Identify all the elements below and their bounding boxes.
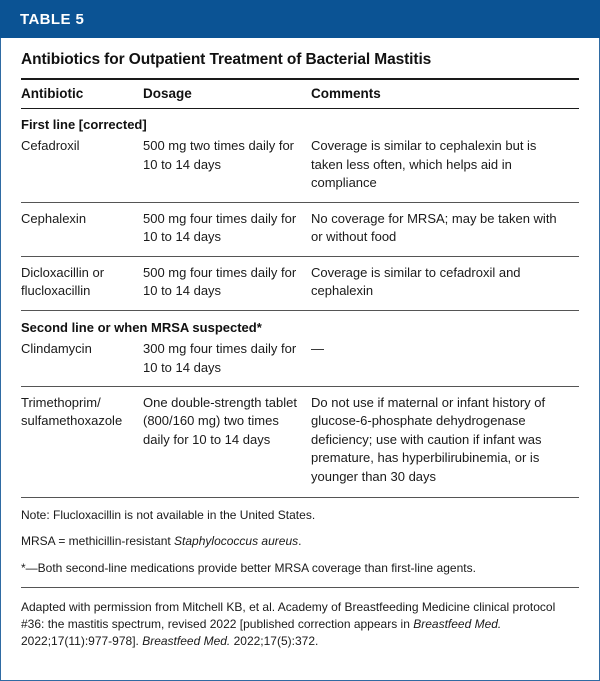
table-notes: [21, 497, 579, 576]
cell-comments: Coverage is similar to cephalexin but is taken less often, which helps aid in compliance: [311, 138, 537, 191]
note-flucloxacillin: Note: Flucloxacillin is not available in the United States.: [21, 508, 316, 523]
cell-dosage: 500 mg four times daily for 10 to 14 days: [143, 210, 297, 245]
note-mrsa-abbreviation: [21, 533, 579, 549]
section-header-row: [21, 311, 579, 338]
table-row: [21, 135, 579, 202]
cell-antibiotic: Trimethoprim/ sulfamethoxazole: [21, 394, 123, 429]
citation-part-3: 2022;17(5):372.: [230, 633, 319, 648]
column-header-dosage: Dosage: [143, 86, 192, 101]
cell-antibiotic: Clindamycin: [21, 341, 92, 357]
header-row: [21, 80, 579, 109]
table-row: [21, 203, 579, 256]
note-asterisk-footnote: *—Both second-line medications provide better MRSA coverage than first-line agents.: [21, 560, 476, 575]
citation-part-2: 2022;17(11):977-978].: [21, 633, 143, 648]
table-body: [0, 38, 600, 681]
cell-dosage: One double-strength tablet (800/160 mg) two times daily for 10 to 14 days: [143, 394, 297, 447]
table-row: [21, 387, 579, 495]
source-rule: [21, 587, 579, 588]
table-title: Antibiotics for Outpatient Treatment of Bacterial Mastitis: [21, 51, 432, 68]
cell-antibiotic: Cephalexin: [21, 210, 87, 226]
cell-dosage: 500 mg two times daily for 10 to 14 days: [143, 138, 295, 172]
cell-comments: Do not use if maternal or infant history of glucose-6-phosphate dehydrogenase deficiency; use with caution if infant was premature, has hyperbilirubinemia, or is younger than 30 days: [311, 394, 546, 484]
table-row: [21, 338, 579, 386]
citation-part-1: Adapted with permission from Mitchell KB, et al. Academy of Breastfeeding Medicine clinical protocol #36: the mastitis spectrum, revised 2022 [published correction appears in: [21, 599, 556, 631]
abbrev-suffix: .: [298, 534, 302, 549]
section-header-row: [21, 109, 579, 136]
abbrev-organism-italic: Staphylococcus aureus: [174, 534, 299, 549]
table-header: [21, 80, 579, 109]
column-header-antibiotic: Antibiotic: [21, 86, 84, 101]
abbrev-prefix: MRSA = methicillin-resistant: [21, 534, 175, 549]
cell-comments: No coverage for MRSA; may be taken with or without food: [311, 210, 557, 245]
column-header-comments: Comments: [311, 86, 381, 101]
source-citation: [21, 590, 579, 650]
cell-antibiotic: Dicloxacillin or flucloxacillin: [21, 264, 105, 299]
citation-journal-italic-2: Breastfeed Med.: [142, 633, 231, 648]
cell-dosage: 300 mg four times daily for 10 to 14 days: [143, 341, 297, 375]
antibiotics-table: [21, 80, 579, 495]
table-number-label: TABLE 5: [20, 10, 85, 28]
table-body-rows: [21, 109, 579, 496]
cell-comments: —: [311, 341, 324, 357]
section-heading-first-line: First line [corrected]: [21, 117, 147, 132]
cell-antibiotic: Cefadroxil: [21, 138, 80, 154]
cell-dosage: 500 mg four times daily for 10 to 14 days: [143, 264, 297, 299]
table-banner: [0, 0, 600, 38]
section-heading-second-line: Second line or when MRSA suspected*: [21, 319, 262, 335]
table-row: [21, 257, 579, 310]
cell-comments: Coverage is similar to cefadroxil and cephalexin: [311, 264, 521, 299]
citation-journal-italic-1: Breastfeed Med.: [413, 616, 502, 631]
